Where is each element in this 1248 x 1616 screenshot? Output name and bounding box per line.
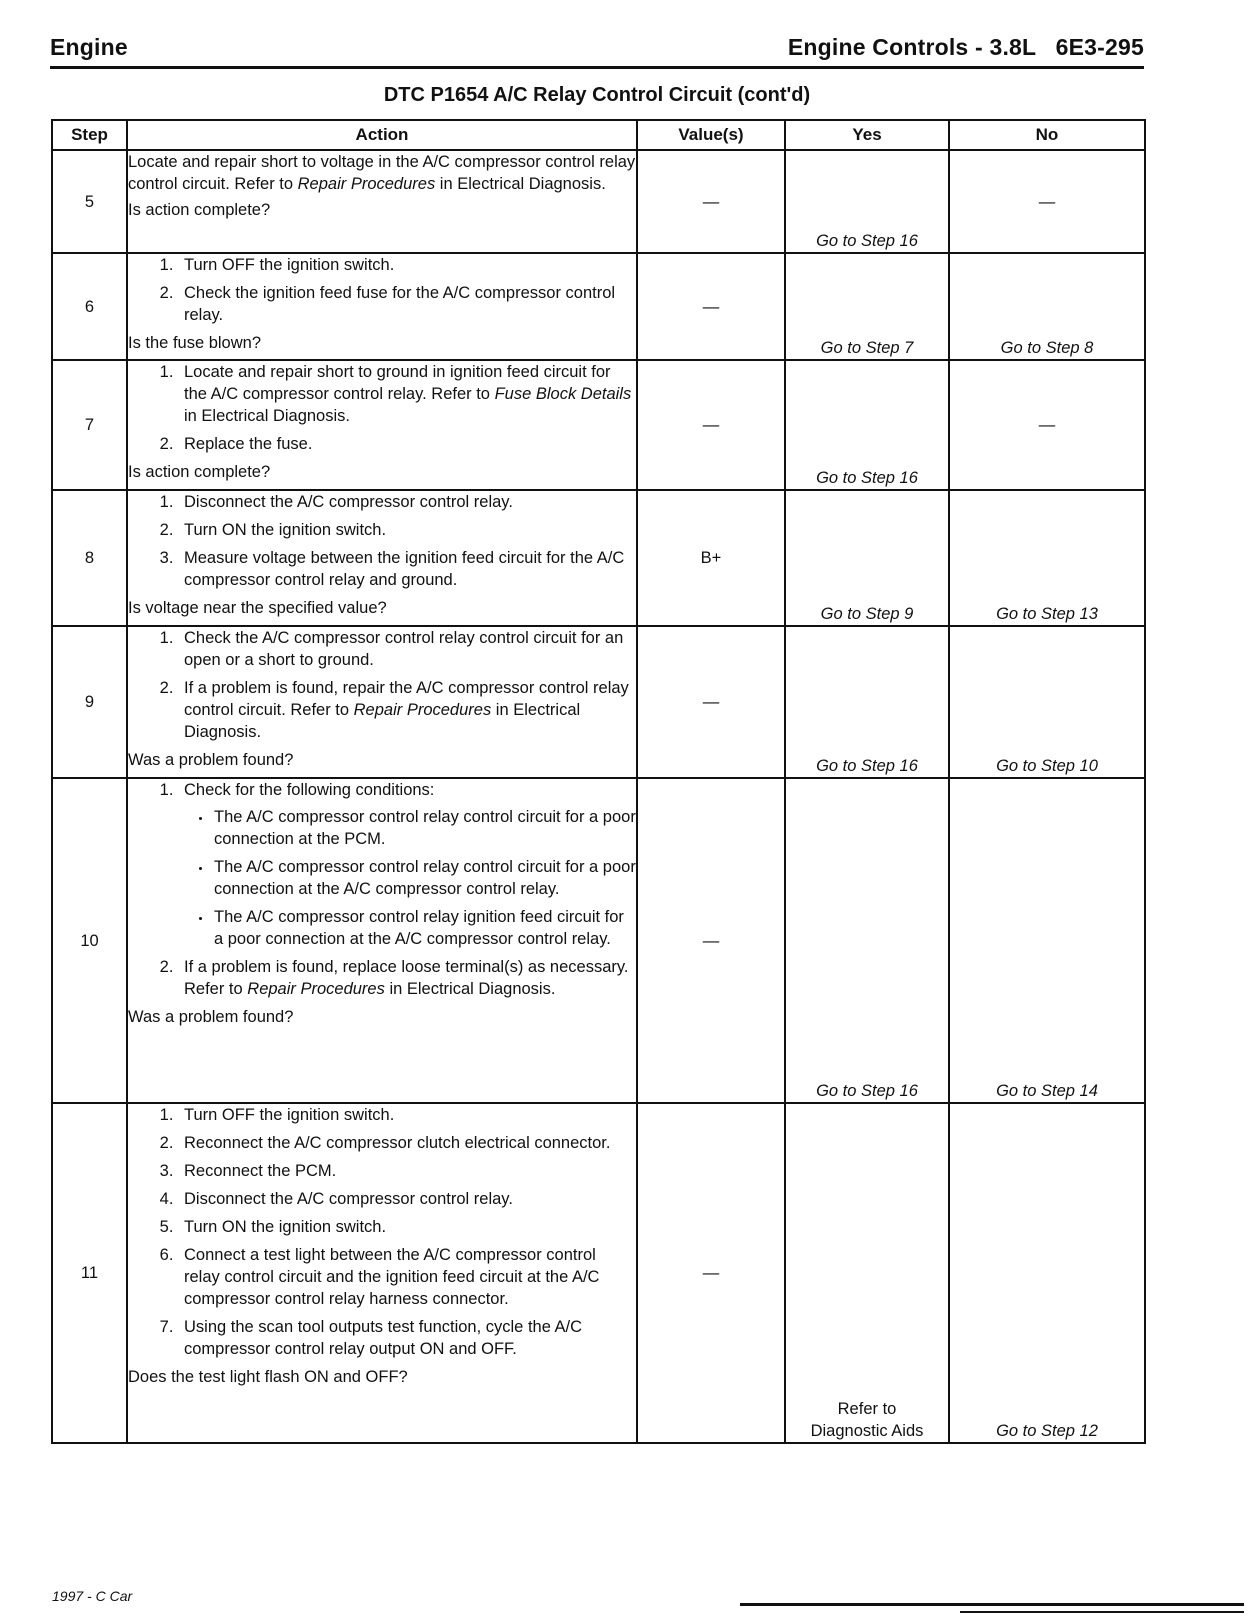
page-title: DTC P1654 A/C Relay Control Circuit (cont'd)	[383, 84, 811, 106]
no-result: Go to Step 14	[949, 778, 1145, 1103]
table-row	[52, 778, 1145, 1103]
yes-result: Go to Step 16	[785, 150, 949, 253]
reference-link-text: Fuse Block Details	[494, 385, 632, 403]
bullet-item: • The A/C compressor control relay control circuit for a poor connection at the A/C compressor control relay.	[212, 856, 636, 900]
action-text: in Electrical Diagnosis.	[435, 175, 606, 193]
list-item: 6. Connect a test light between the A/C compressor control relay control circuit and the ignition feed circuit at the A/C compressor control relay harness connector.	[178, 1244, 636, 1310]
action-cell	[127, 150, 637, 253]
list-item: 1. Disconnect the A/C compressor control relay.	[178, 491, 636, 513]
list-item: 4. Disconnect the A/C compressor control relay.	[178, 1188, 636, 1210]
list-item: 2. Replace the fuse.	[178, 433, 636, 455]
action-cell	[127, 360, 637, 490]
value-cell: —	[637, 150, 785, 253]
list-item: 2. Turn ON the ignition switch.	[178, 519, 636, 541]
action-cell	[127, 778, 637, 1103]
table-row	[52, 150, 1145, 253]
step-question: Is action complete?	[128, 201, 271, 219]
list-item: 1. Locate and repair short to ground in ignition feed circuit for the A/C compressor control relay. Refer to Fuse Block Details in Electrical Diagnosis.	[178, 361, 636, 427]
yes-result: Go to Step 9	[785, 490, 949, 626]
col-header-values: Value(s)	[637, 120, 785, 150]
table-row	[52, 626, 1145, 778]
list-item: 7. Using the scan tool outputs test function, cycle the A/C compressor control relay output ON and OFF.	[178, 1316, 636, 1360]
reference-link-text: Repair Procedures	[297, 175, 436, 193]
no-result: Go to Step 8	[949, 253, 1145, 360]
step-number: 9	[52, 626, 127, 778]
list-item: 1. Turn OFF the ignition switch.	[178, 254, 636, 276]
no-result: —	[949, 360, 1145, 490]
page-reference: Engine Controls - 3.8L 6E3-295	[787, 34, 1144, 60]
list-item: 2. If a problem is found, replace loose terminal(s) as necessary. Refer to Repair Procedures in Electrical Diagnosis.	[178, 956, 636, 1000]
table-row	[52, 253, 1145, 360]
col-header-action: Action	[127, 120, 637, 150]
yes-result: Refer to Diagnostic Aids	[785, 1103, 949, 1443]
header-rule	[50, 66, 1144, 69]
value-cell: —	[637, 778, 785, 1103]
no-result: Go to Step 12	[949, 1103, 1145, 1443]
list-item: 2. Reconnect the A/C compressor clutch electrical connector.	[178, 1132, 636, 1154]
no-result: Go to Step 13	[949, 490, 1145, 626]
step-number: 8	[52, 490, 127, 626]
reference-link-text: Repair Procedures	[353, 701, 492, 719]
step-question: Is the fuse blown?	[128, 334, 261, 352]
list-item: 1. Check the A/C compressor control relay control circuit for an open or a short to ground.	[178, 627, 636, 671]
yes-result: Go to Step 16	[785, 360, 949, 490]
col-header-no: No	[949, 120, 1145, 150]
list-item: 5. Turn ON the ignition switch.	[178, 1216, 636, 1238]
value-cell: —	[637, 1103, 785, 1443]
list-item: 1. Turn OFF the ignition switch.	[178, 1104, 636, 1126]
col-header-step: Step	[52, 120, 127, 150]
value-cell: B+	[637, 490, 785, 626]
action-text: Locate and repair short to voltage in the A/C compressor control relay control circuit. Refer to	[128, 153, 636, 193]
step-question: Was a problem found?	[128, 1008, 294, 1026]
list-item: 3. Reconnect the PCM.	[178, 1160, 636, 1182]
no-result: —	[949, 150, 1145, 253]
value-cell: —	[637, 360, 785, 490]
section-label: Engine	[50, 34, 128, 60]
step-number: 7	[52, 360, 127, 490]
action-cell	[127, 1103, 637, 1443]
action-cell	[127, 253, 637, 360]
list-item: 3. Measure voltage between the ignition feed circuit for the A/C compressor control relay and ground.	[178, 547, 636, 591]
value-cell: —	[637, 253, 785, 360]
diagnostic-table	[51, 119, 1146, 1444]
value-cell: —	[637, 626, 785, 778]
step-number: 5	[52, 150, 127, 253]
no-result: Go to Step 10	[949, 626, 1145, 778]
step-number: 11	[52, 1103, 127, 1443]
step-number: 6	[52, 253, 127, 360]
yes-result: Go to Step 16	[785, 626, 949, 778]
footer-rule	[740, 1603, 1244, 1606]
footer-rule	[960, 1611, 1244, 1613]
list-item: 1. Check for the following conditions: • The A/C compressor control relay control circuit for a poor connection at the PCM. • The A/C compressor control relay control circuit for a poor connection at the A/C compressor control relay. • The A/C compressor control relay ignition feed circuit for a poor connection at the A/C compressor control relay.	[178, 779, 636, 950]
table-row	[52, 360, 1145, 490]
step-question: Does the test light flash ON and OFF?	[128, 1368, 408, 1386]
reference-link-text: Repair Procedures	[247, 980, 385, 998]
step-question: Is voltage near the specified value?	[128, 599, 387, 617]
col-header-yes: Yes	[785, 120, 949, 150]
action-cell	[127, 626, 637, 778]
bullet-item: • The A/C compressor control relay control circuit for a poor connection at the PCM.	[212, 806, 636, 850]
table-row	[52, 490, 1145, 626]
action-cell	[127, 490, 637, 626]
yes-result: Go to Step 7	[785, 253, 949, 360]
step-number: 10	[52, 778, 127, 1103]
list-item: 2. Check the ignition feed fuse for the A/C compressor control relay.	[178, 282, 636, 326]
table-header-row	[52, 120, 1145, 150]
list-item: 2. If a problem is found, repair the A/C compressor control relay control circuit. Refer to Repair Procedures in Electrical Diagnosis.	[178, 677, 636, 743]
condition-list	[184, 806, 636, 950]
footer-vehicle-label: 1997 - C Car	[52, 1588, 133, 1604]
bullet-item: • The A/C compressor control relay ignition feed circuit for a poor connection at the A/C compressor control relay.	[212, 906, 636, 950]
yes-result: Go to Step 16	[785, 778, 949, 1103]
step-question: Was a problem found?	[128, 751, 294, 769]
table-row	[52, 1103, 1145, 1443]
step-question: Is action complete?	[128, 463, 271, 481]
